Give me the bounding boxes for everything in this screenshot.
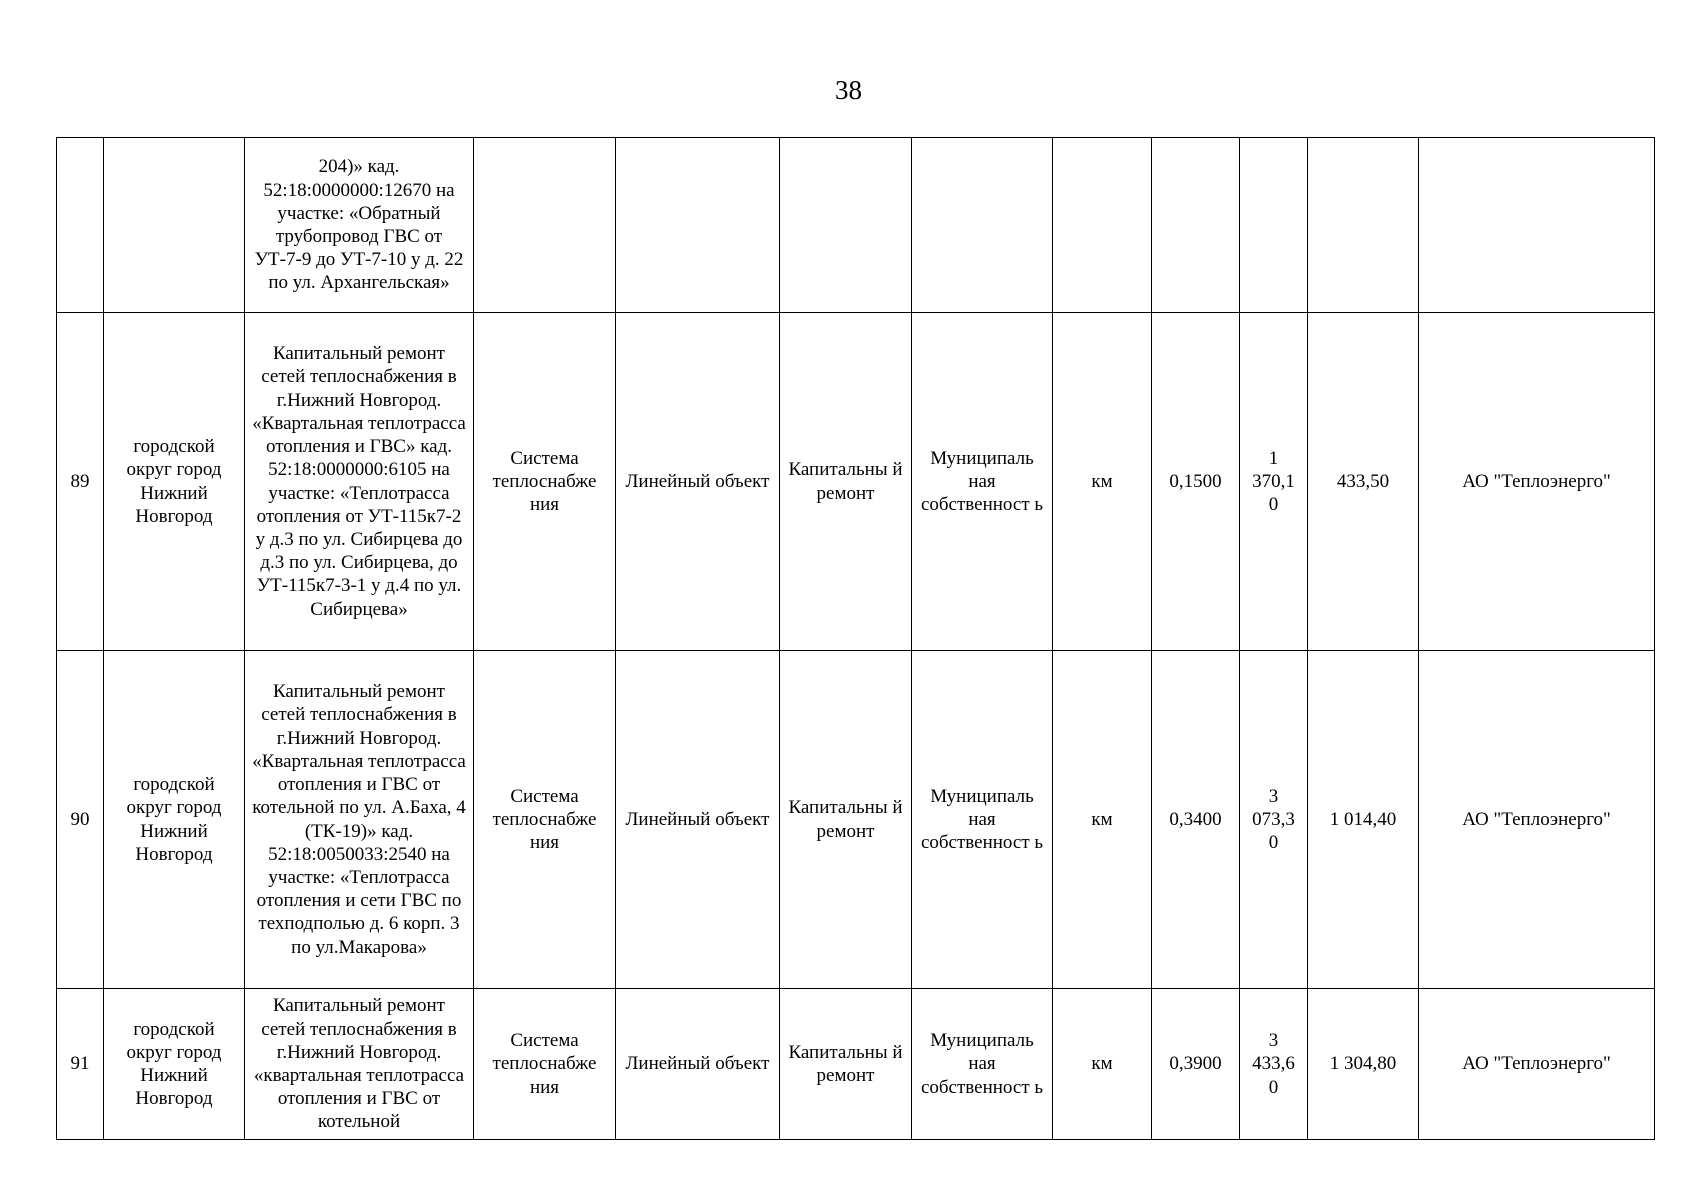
municipality-cell: городской округ город Нижний Новгород	[104, 651, 245, 989]
description-cell: Капитальный ремонт сетей теплоснабжения в г.Нижний Новгород. «Квартальная теплотрасса отопления и ГВС» кад. 52:18:0000000:6105 на участке: «Теплотрасса отопления от УТ-115к7-2 у д.3 по ул. Сибирцева до д.3 по ул. Сибирцева, до УТ-115к7-3-1 у д.4 по ул. Сибирцева»	[245, 313, 474, 651]
system-cell: Система теплоснабже ния	[474, 313, 616, 651]
works-table	[56, 137, 1655, 1140]
cost-cell	[1240, 989, 1308, 1140]
ownership-cell: Муниципаль ная собственност ь	[912, 313, 1053, 651]
cost-line: 073,3	[1252, 808, 1295, 830]
object-type-cell: Линейный объект	[616, 313, 780, 651]
table-row	[57, 138, 1655, 313]
ownership-cell: Муниципаль ная собственност ь	[912, 989, 1053, 1140]
cost-line: 3	[1268, 785, 1279, 807]
unit-cell: км	[1053, 313, 1152, 651]
cost-line: 1	[1268, 447, 1279, 469]
object-type-cell: Линейный объект	[616, 989, 780, 1140]
row-number: 90	[57, 651, 104, 989]
cost2-cell: 1 304,80	[1308, 989, 1419, 1140]
municipality-cell: городской округ город Нижний Новгород	[104, 313, 245, 651]
system-cell: Система теплоснабже ния	[474, 651, 616, 989]
quantity-cell	[1152, 138, 1240, 313]
table-row	[57, 313, 1655, 651]
unit-cell: км	[1053, 989, 1152, 1140]
description-cell: Капитальный ремонт сетей теплоснабжения в г.Нижний Новгород. «Квартальная теплотрасса отопления и ГВС от котельной по ул. А.Баха, 4 (ТК-19)» кад. 52:18:0050033:2540 на участке: «Теплотрасса отопления и сети ГВС по техподполью д. 6 корп. 3 по ул.Макарова»	[245, 651, 474, 989]
cost-line: 370,1	[1252, 470, 1295, 492]
object-type-cell	[616, 138, 780, 313]
cost-line: 433,6	[1252, 1053, 1295, 1075]
unit-cell: км	[1053, 651, 1152, 989]
work-type-cell: Капитальны й ремонт	[780, 313, 912, 651]
work-type-cell	[780, 138, 912, 313]
cost2-cell: 1 014,40	[1308, 651, 1419, 989]
cost2-cell: 433,50	[1308, 313, 1419, 651]
municipality-cell	[104, 138, 245, 313]
table-row	[57, 651, 1655, 989]
cost2-cell	[1308, 138, 1419, 313]
ownership-cell	[912, 138, 1053, 313]
cost-line: 0	[1268, 494, 1279, 516]
cost-cell	[1240, 138, 1308, 313]
cost-cell	[1240, 313, 1308, 651]
cost-line: 0	[1268, 832, 1279, 854]
quantity-cell: 0,3900	[1152, 989, 1240, 1140]
operator-cell: АО "Теплоэнерго"	[1419, 313, 1655, 651]
row-number: 89	[57, 313, 104, 651]
work-type-cell: Капитальны й ремонт	[780, 651, 912, 989]
description-cell: Капитальный ремонт сетей теплоснабжения в г.Нижний Новгород. «квартальная теплотрасса отопления и ГВС от котельной	[245, 989, 474, 1140]
row-number	[57, 138, 104, 313]
operator-cell: АО "Теплоэнерго"	[1419, 989, 1655, 1140]
ownership-cell: Муниципаль ная собственност ь	[912, 651, 1053, 989]
municipality-cell: городской округ город Нижний Новгород	[104, 989, 245, 1140]
operator-cell	[1419, 138, 1655, 313]
quantity-cell: 0,1500	[1152, 313, 1240, 651]
cost-cell	[1240, 651, 1308, 989]
object-type-cell: Линейный объект	[616, 651, 780, 989]
table-row	[57, 989, 1655, 1140]
row-number: 91	[57, 989, 104, 1140]
cost-line: 0	[1268, 1076, 1279, 1098]
quantity-cell: 0,3400	[1152, 651, 1240, 989]
system-cell	[474, 138, 616, 313]
page-number: 38	[835, 75, 862, 105]
operator-cell: АО "Теплоэнерго"	[1419, 651, 1655, 989]
work-type-cell: Капитальны й ремонт	[780, 989, 912, 1140]
system-cell: Система теплоснабже ния	[474, 989, 616, 1140]
unit-cell	[1053, 138, 1152, 313]
description-cell: 204)» кад. 52:18:0000000:12670 на участке: «Обратный трубопровод ГВС от УТ-7-9 до УТ-7-10 у д. 22 по ул. Архангельская»	[245, 138, 474, 313]
cost-line: 3	[1268, 1030, 1279, 1052]
